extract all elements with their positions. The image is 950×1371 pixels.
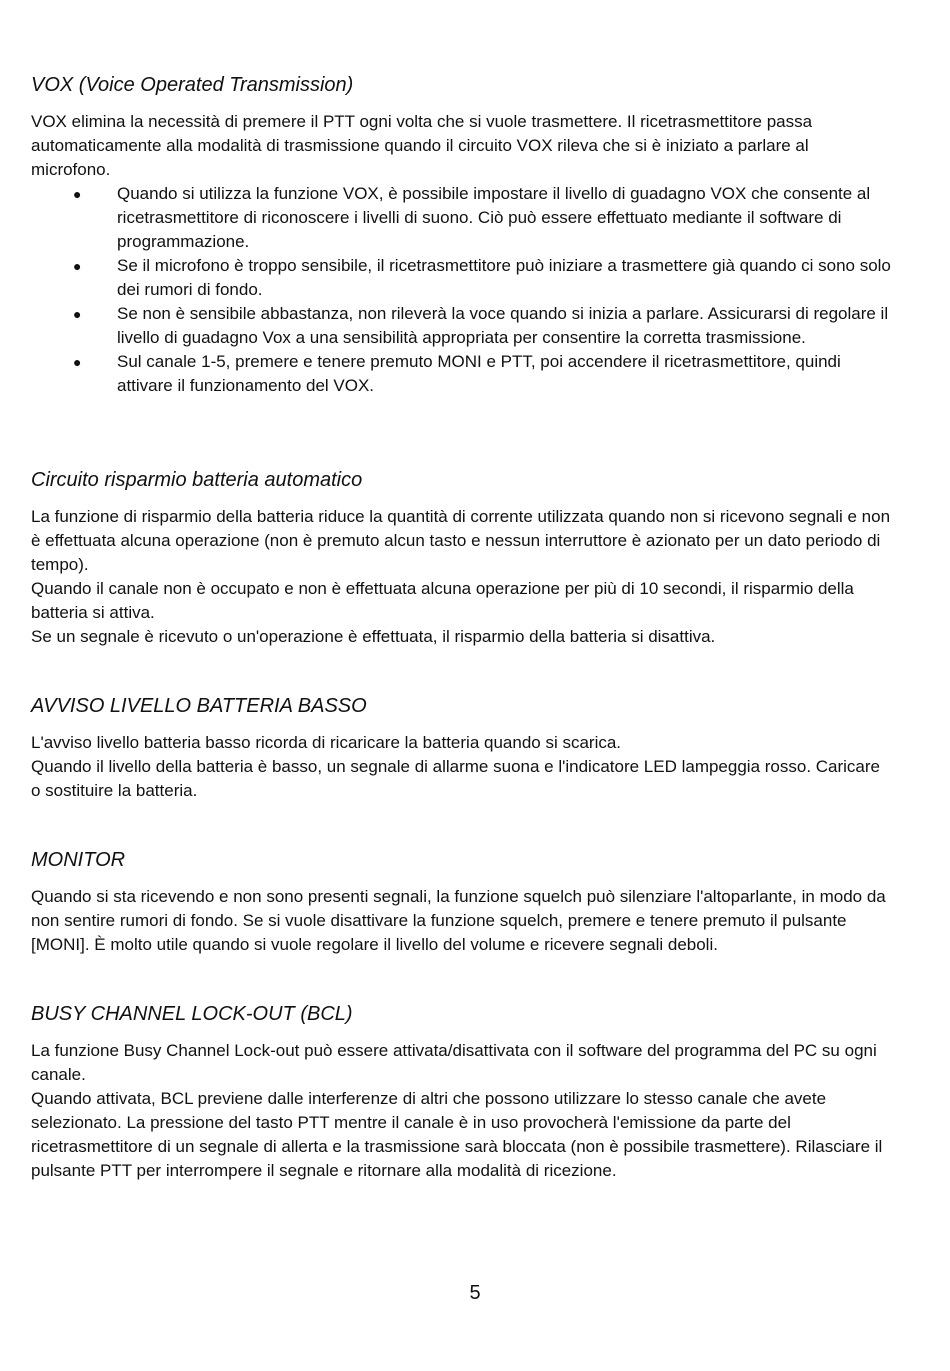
section-heading: MONITOR (31, 849, 126, 871)
monitor-section (31, 847, 891, 957)
paragraph: Quando attivata, BCL previene dalle interferenze di altri che possono utilizzare lo stesso canale che avete selezionato. La pressione del tasto PTT mentre il canale è in uso provocherà l'emissione da parte del ricetrasmettitore di un segnale di allerta e la trasmissione sarà bloccata (non è possibile trasmettere). Rilasciare il pulsante PTT per interrompere il segnale e ritornare alla modalità di ricezione. (31, 1089, 883, 1180)
low-battery-section (31, 693, 891, 803)
section-heading: BUSY CHANNEL LOCK-OUT (BCL) (31, 1003, 353, 1025)
paragraph: Se un segnale è ricevuto o un'operazione è effettuata, il risparmio della batteria si disattiva. (31, 627, 716, 646)
paragraph: Quando il livello della batteria è basso, un segnale di allarme suona e l'indicatore LED lampeggia rosso. Caricare o sostituire la batteria. (31, 757, 881, 800)
section-heading: VOX (Voice Operated Transmission) (31, 74, 354, 96)
section-heading: Circuito risparmio batteria automatico (31, 469, 363, 491)
list-item (31, 182, 891, 254)
list-item-text: Quando si utilizza la funzione VOX, è possibile impostare il livello di guadagno VOX che consente al ricetrasmettitore di riconoscere i livelli di suono. Ciò può essere effettuato mediante il software di programmazione. (117, 184, 871, 251)
bullet-list (31, 182, 891, 398)
paragraph: VOX elimina la necessità di premere il PTT ogni volta che si vuole trasmettere. Il ricetrasmettitore passa automaticamente alla modalità di trasmissione quando il circuito VOX rileva che si è iniziato a parlare al microfono. (31, 112, 813, 179)
list-item (31, 254, 891, 302)
battery-saver-section (31, 467, 891, 649)
list-item (31, 350, 891, 398)
section-heading: AVVISO LIVELLO BATTERIA BASSO (31, 695, 367, 717)
list-item-text: Se non è sensibile abbastanza, non rileverà la voce quando si inizia a parlare. Assicurarsi di regolare il livello di guadagno Vox a una sensibilità appropriata per consentire la corretta trasmissione. (117, 304, 889, 347)
bullet-icon: ● (73, 354, 82, 370)
list-item (31, 302, 891, 350)
paragraph: La funzione Busy Channel Lock-out può essere attivata/disattivata con il software del programma del PC su ogni canale. (31, 1041, 877, 1084)
paragraph: Quando il canale non è occupato e non è effettuata alcuna operazione per più di 10 secondi, il risparmio della batteria si attiva. (31, 579, 854, 622)
bullet-icon: ● (73, 186, 82, 202)
bullet-icon: ● (73, 306, 82, 322)
vox-section (31, 72, 891, 398)
paragraph: Quando si sta ricevendo e non sono presenti segnali, la funzione squelch può silenziare l'altoparlante, in modo da non sentire rumori di fondo. Se si vuole disattivare la funzione squelch, premere e tenere premuto il pulsante [MONI]. È molto utile quando si vuole regolare il livello del volume e ricevere segnali deboli. (31, 887, 886, 954)
bullet-icon: ● (73, 258, 82, 274)
list-item-text: Sul canale 1-5, premere e tenere premuto MONI e PTT, poi accendere il ricetrasmettitore, quindi attivare il funzionamento del VOX. (117, 352, 841, 395)
bcl-section (31, 1001, 891, 1183)
page-number: 5 (469, 1282, 481, 1304)
paragraph: La funzione di risparmio della batteria riduce la quantità di corrente utilizzata quando non si ricevono segnali e non è effettuata alcuna operazione (non è premuto alcun tasto e nessun interruttore è azionato per un dato periodo di tempo). (31, 507, 891, 574)
list-item-text: Se il microfono è troppo sensibile, il ricetrasmettitore può iniziare a trasmettere già quando ci sono solo dei rumori di fondo. (117, 256, 891, 299)
paragraph: L'avviso livello batteria basso ricorda di ricaricare la batteria quando si scarica. (31, 733, 622, 752)
document-page (31, 72, 891, 1183)
